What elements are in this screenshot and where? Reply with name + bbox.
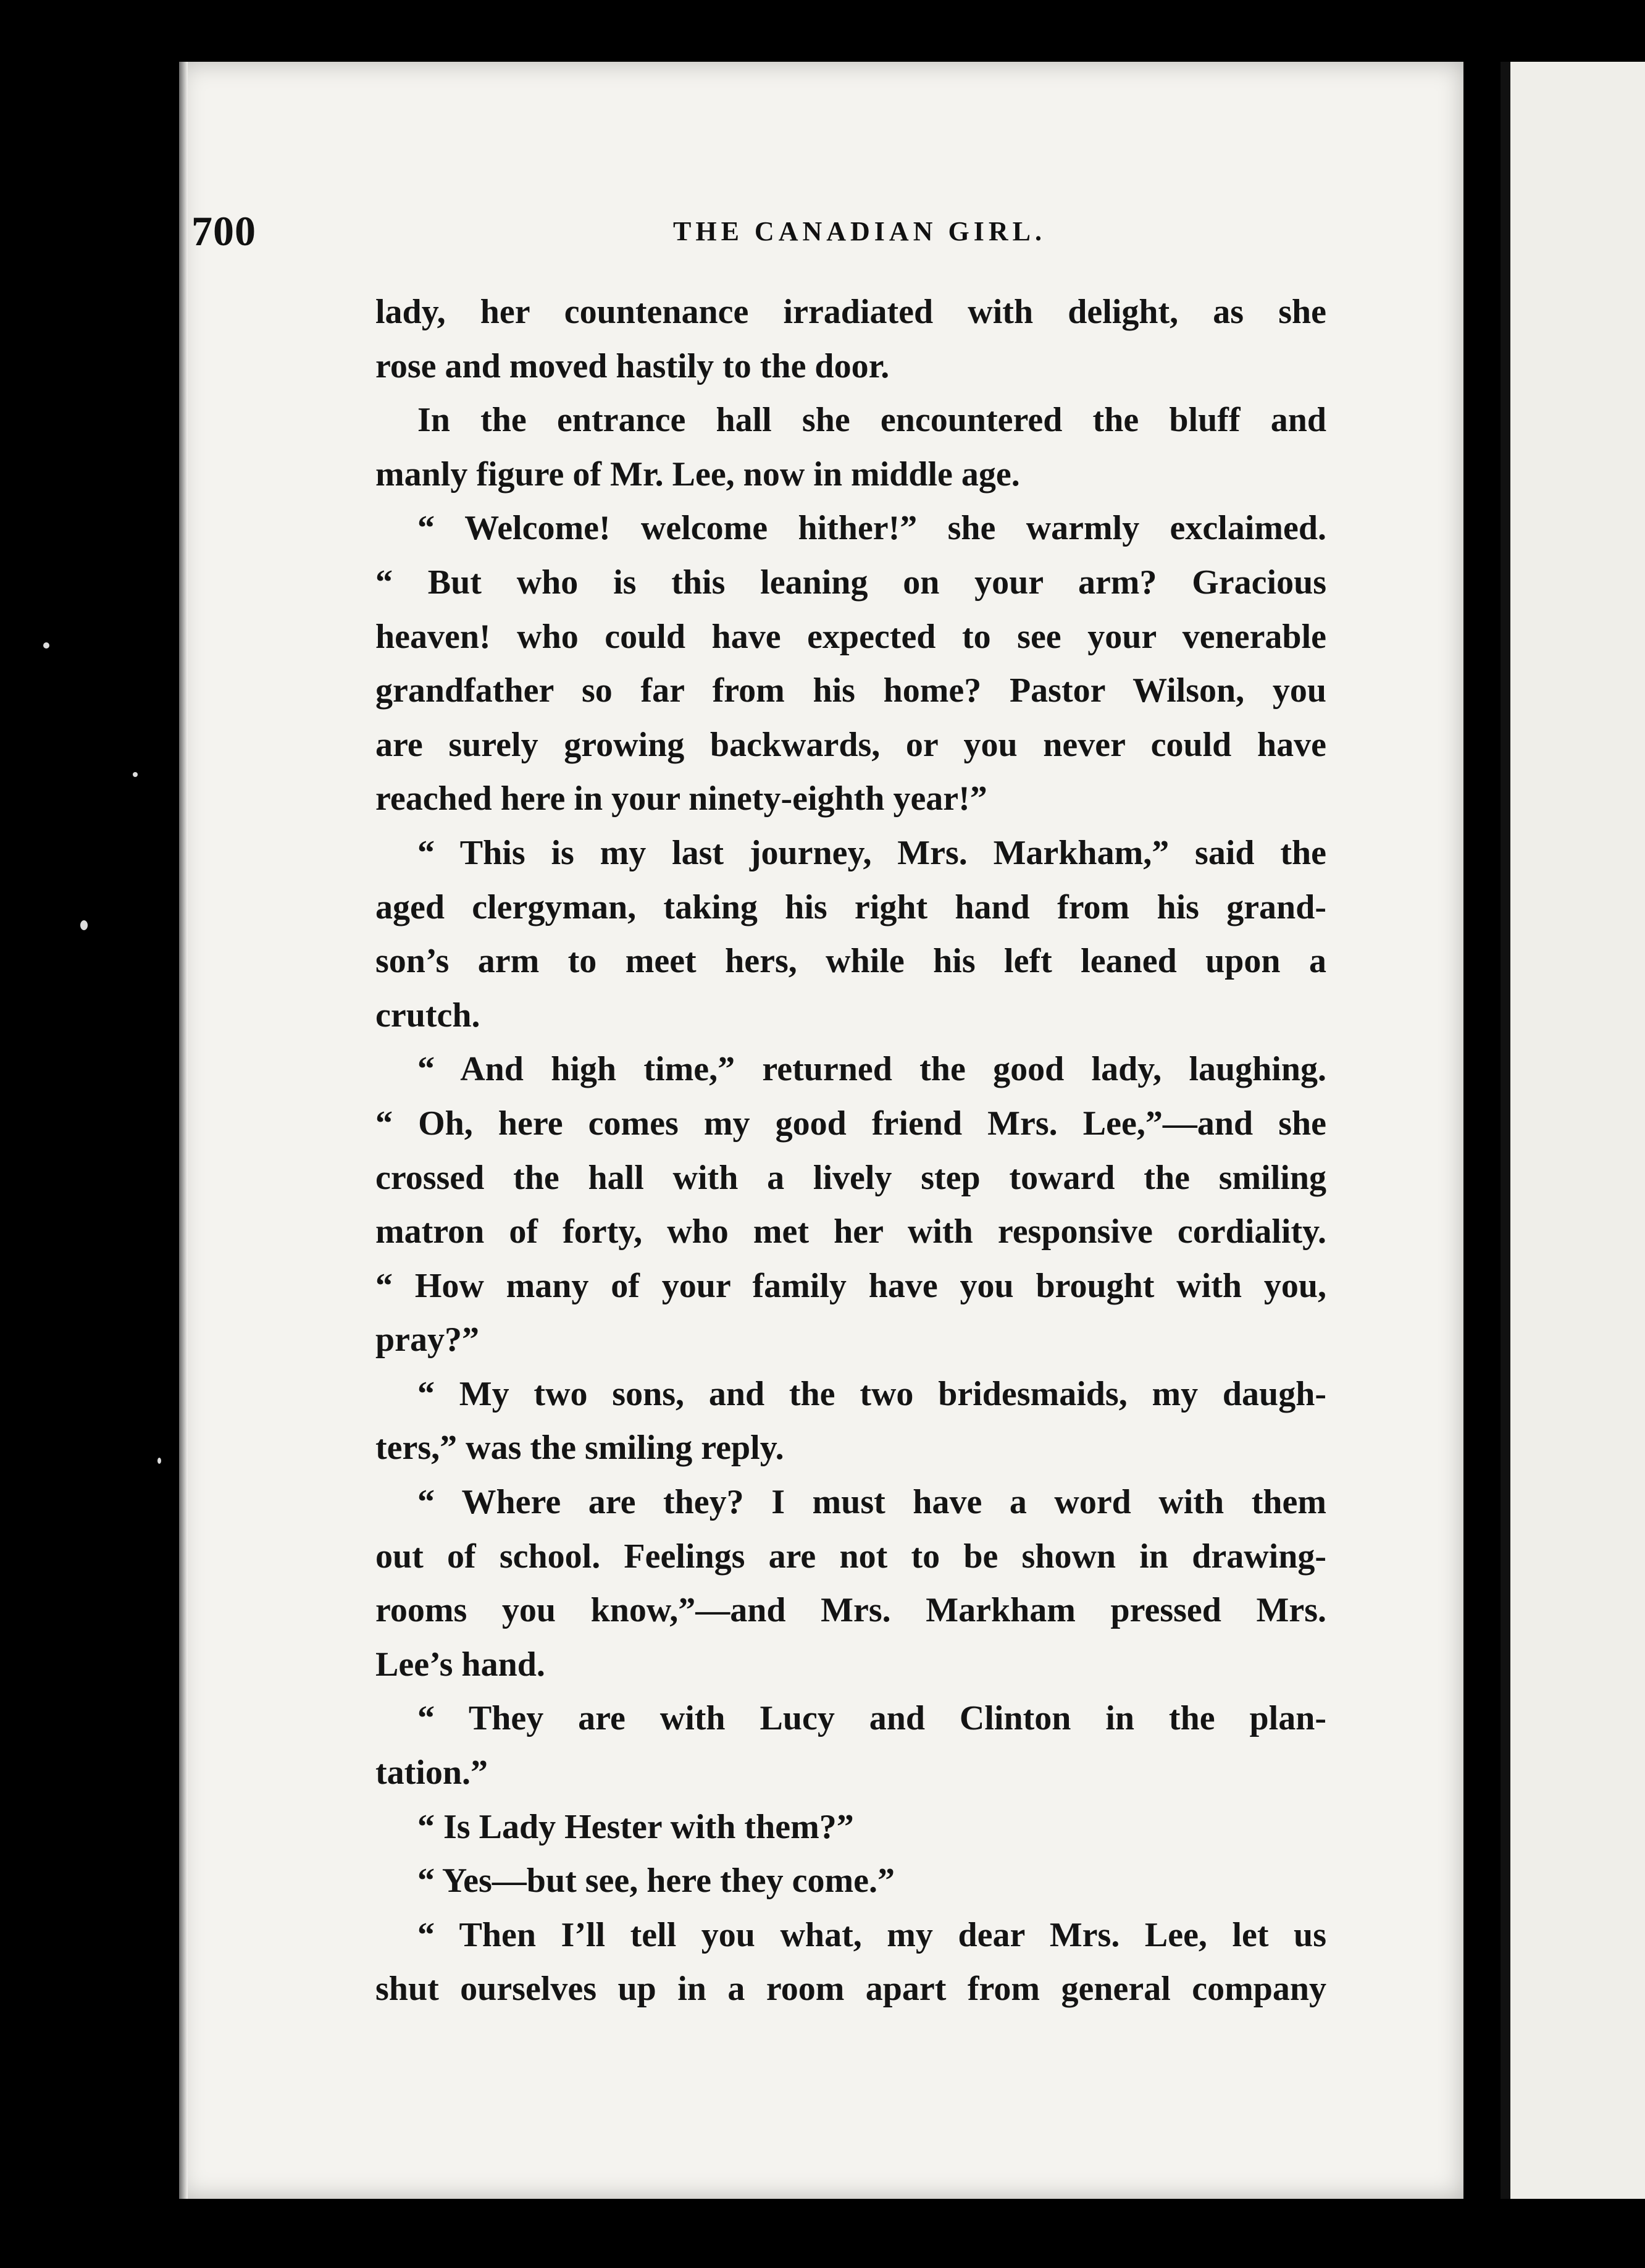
text-line: shut ourselves up in a room apart from general company xyxy=(375,1970,1326,2009)
text-line: “ My two sons, and the two bridesmaids, my daugh- xyxy=(417,1374,1326,1413)
text-line: In the entrance hall she encountered the bluff and xyxy=(417,401,1326,440)
text-line: heaven! who could have expected to see your venerable xyxy=(375,617,1326,656)
text-line: reached here in your ninety-eighth year!” xyxy=(375,779,987,818)
text-line: son’s arm to meet hers, while his left leaned upon a xyxy=(375,942,1326,981)
text-line: crutch. xyxy=(375,996,480,1035)
book-gutter xyxy=(1463,62,1501,2199)
facing-page-edge xyxy=(1501,62,1645,2199)
body-text xyxy=(375,285,1326,2017)
scan-speck xyxy=(133,772,138,777)
text-line: “ Is Lady Hester with them?” xyxy=(417,1807,854,1846)
text-line: “ Welcome! welcome hither!” she warmly exclaimed. xyxy=(417,509,1326,548)
page-number: 700 xyxy=(191,208,256,254)
text-line: matron of forty, who met her with responsive cordiality. xyxy=(375,1212,1326,1251)
running-title: THE CANADIAN GIRL. xyxy=(673,216,1046,246)
text-line: “ They are with Lucy and Clinton in the plan- xyxy=(417,1699,1326,1738)
text-line: are surely growing backwards, or you never could have xyxy=(375,725,1326,764)
text-line: out of school. Feelings are not to be shown in drawing- xyxy=(375,1537,1326,1576)
text-line: grandfather so far from his home? Pastor Wilson, you xyxy=(375,671,1326,710)
text-line: “ But who is this leaning on your arm? Gracious xyxy=(375,563,1326,602)
text-line: ters,” was the smiling reply. xyxy=(375,1429,784,1468)
text-line: rose and moved hastily to the door. xyxy=(375,346,890,385)
text-line: “ Then I’ll tell you what, my dear Mrs. Lee, let us xyxy=(417,1915,1326,1954)
text-line: “ Oh, here comes my good friend Mrs. Lee,”—and she xyxy=(375,1104,1326,1143)
page-header xyxy=(191,207,1334,262)
text-line: rooms you know,”—and Mrs. Markham pressed Mrs. xyxy=(375,1591,1326,1630)
text-line: crossed the hall with a lively step toward the smiling xyxy=(375,1158,1326,1197)
facing-page-border xyxy=(1501,62,1510,2199)
text-line: Lee’s hand. xyxy=(375,1645,545,1684)
text-line: “ How many of your family have you brought with you, xyxy=(375,1266,1326,1305)
page-edge-shadow xyxy=(179,62,188,2199)
text-line: “ Where are they? I must have a word with them xyxy=(417,1483,1326,1522)
text-line: “ Yes—but see, here they come.” xyxy=(417,1862,895,1900)
text-line: tation.” xyxy=(375,1754,488,1792)
text-line: pray?” xyxy=(375,1321,479,1359)
scan-speck xyxy=(157,1458,161,1464)
text-line: manly figure of Mr. Lee, now in middle age. xyxy=(375,455,1020,494)
text-line: “ This is my last journey, Mrs. Markham,” said the xyxy=(417,833,1326,872)
scan-speck xyxy=(80,920,88,930)
scan-speck xyxy=(43,642,49,649)
text-line: “ And high time,” returned the good lady, laughing. xyxy=(417,1050,1326,1089)
text-line: aged clergyman, taking his right hand from his grand- xyxy=(375,888,1326,926)
text-line: lady, her countenance irradiated with delight, as she xyxy=(375,293,1326,331)
